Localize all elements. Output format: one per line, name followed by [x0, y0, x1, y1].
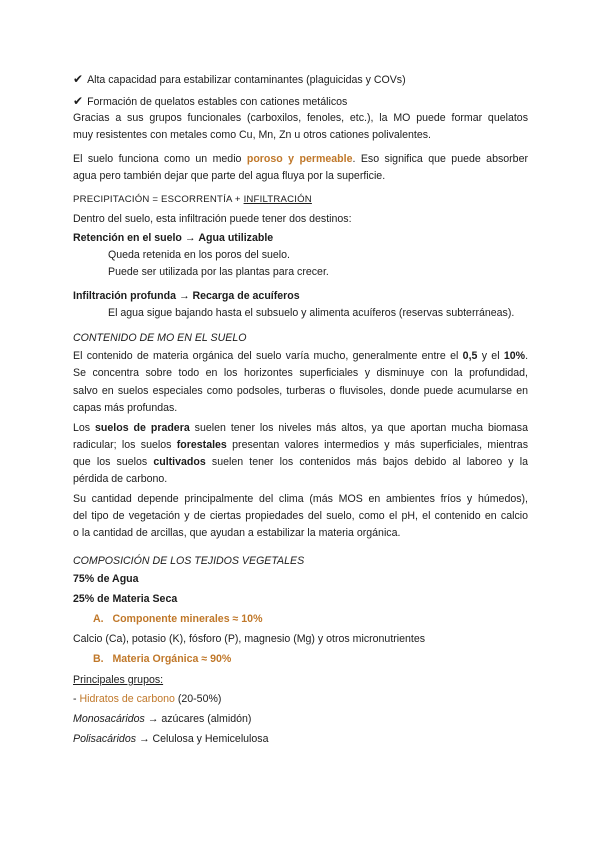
retencion-sub-1: Queda retenida en los poros del suelo. [108, 249, 290, 261]
polisacaridos-line: Polisacáridos → Celulosa y Hemicelulosa [73, 733, 269, 745]
contenido-p2-line-1: Los suelos de pradera suelen tener los niveles más altos, ya que aportan mucha biomasa [73, 422, 528, 434]
contenido-p3-line-3: o la cantidad de arcillas, que ayudan a estabilizar la materia orgánica. [73, 527, 401, 539]
infiltracion-heading: Infiltración profunda → Recarga de acuíferos [73, 290, 300, 302]
quelatos-line-1: Gracias a sus grupos funcionales (carboxilos, fenoles, etc.), la MO puede formar quelatos [73, 112, 528, 124]
check-icon: ✔ [73, 94, 84, 108]
arrow-right-icon: → [176, 290, 193, 302]
contenido-p1-line-1: El contenido de materia orgánica del suelo varía mucho, generalmente entre el 0,5 y el 10%. [73, 350, 529, 362]
materia-organica-heading: B. Materia Orgánica ≈ 90% [93, 653, 232, 665]
bullet-text-2: Formación de quelatos estables con cationes metálicos [87, 96, 348, 108]
contenido-p1-line-4: capas más profundas. [73, 402, 178, 414]
seca-line: 25% de Materia Seca [73, 593, 178, 605]
retencion-heading: Retención en el suelo → Agua utilizable [73, 232, 274, 244]
arrow-right-icon: → [181, 232, 199, 244]
monosacaridos-line: Monosacáridos → azúcares (almidón) [73, 713, 252, 725]
bullet-line-2 [73, 95, 528, 109]
porous-highlight: poroso y permeable [246, 153, 353, 165]
contenido-p3-line-1: Su cantidad depende principalmente del clima (más MOS en ambientes fríos y húmedos), [73, 493, 528, 505]
quelatos-line-2: muy resistentes con metales como Cu, Mn, Zn u otros cationes polivalentes. [73, 129, 431, 141]
porous-line-2: agua pero también dejar que parte del agua fluya por la superficie. [73, 170, 386, 182]
arrow-right-icon: → [144, 713, 162, 725]
bullet-text-1: Alta capacidad para estabilizar contaminantes (plaguicidas y COVs) [87, 74, 406, 86]
hidratos-line: - Hidratos de carbono (20-50%) [73, 693, 222, 705]
destinos-line: Dentro del suelo, esta infiltración puede tener dos destinos: [73, 213, 352, 225]
check-icon: ✔ [73, 72, 84, 86]
infiltracion-sub-1: El agua sigue bajando hasta el subsuelo y alimenta acuíferos (reservas subterráneas). [108, 307, 515, 319]
contenido-p1-line-2: Se concentra sobre todo en los horizontes superficiales y disminuye con la profundidad, [73, 367, 528, 379]
contenido-p1-line-3: salvo en suelos especiales como podsoles, turberas o fluvisoles, donde puede acumularse en [73, 385, 528, 397]
minerales-line: Calcio (Ca), potasio (K), fósforo (P), magnesio (Mg) y otros micronutrientes [73, 633, 426, 645]
contenido-p2-line-4: pérdida de carbono. [73, 473, 168, 485]
componente-minerales-heading: A. Componente minerales ≈ 10% [93, 613, 263, 625]
contenido-heading: CONTENIDO DE MO EN EL SUELO [73, 332, 247, 344]
retencion-sub-2: Puede ser utilizada por las plantas para crecer. [108, 266, 329, 278]
infiltracion-underlined: INFILTRACIÓN [243, 194, 312, 205]
contenido-p3-line-2: del tipo de vegetación y de ciertas propiedades del suelo, como el pH, el contenido en calcio [73, 510, 528, 522]
equation-line: PRECIPITACIÓN = ESCORRENTÍA + INFILTRACIÓN [73, 194, 312, 205]
porous-line-1: El suelo funciona como un medio poroso y permeable. Eso significa que puede absorber [73, 153, 528, 165]
agua-line: 75% de Agua [73, 573, 139, 585]
principales-grupos: Principales grupos: [73, 674, 164, 686]
contenido-p2-line-3: que los suelos cultivados suelen tener los contenidos más bajos debido al laboreo y la [73, 456, 528, 468]
arrow-right-icon: → [136, 733, 153, 745]
composicion-heading: COMPOSICIÓN DE LOS TEJIDOS VEGETALES [73, 555, 305, 567]
contenido-p2-line-2: radicular; los suelos forestales presentan valores intermedios y más superficiales, mientras [73, 439, 528, 451]
bullet-line-1 [73, 73, 528, 87]
